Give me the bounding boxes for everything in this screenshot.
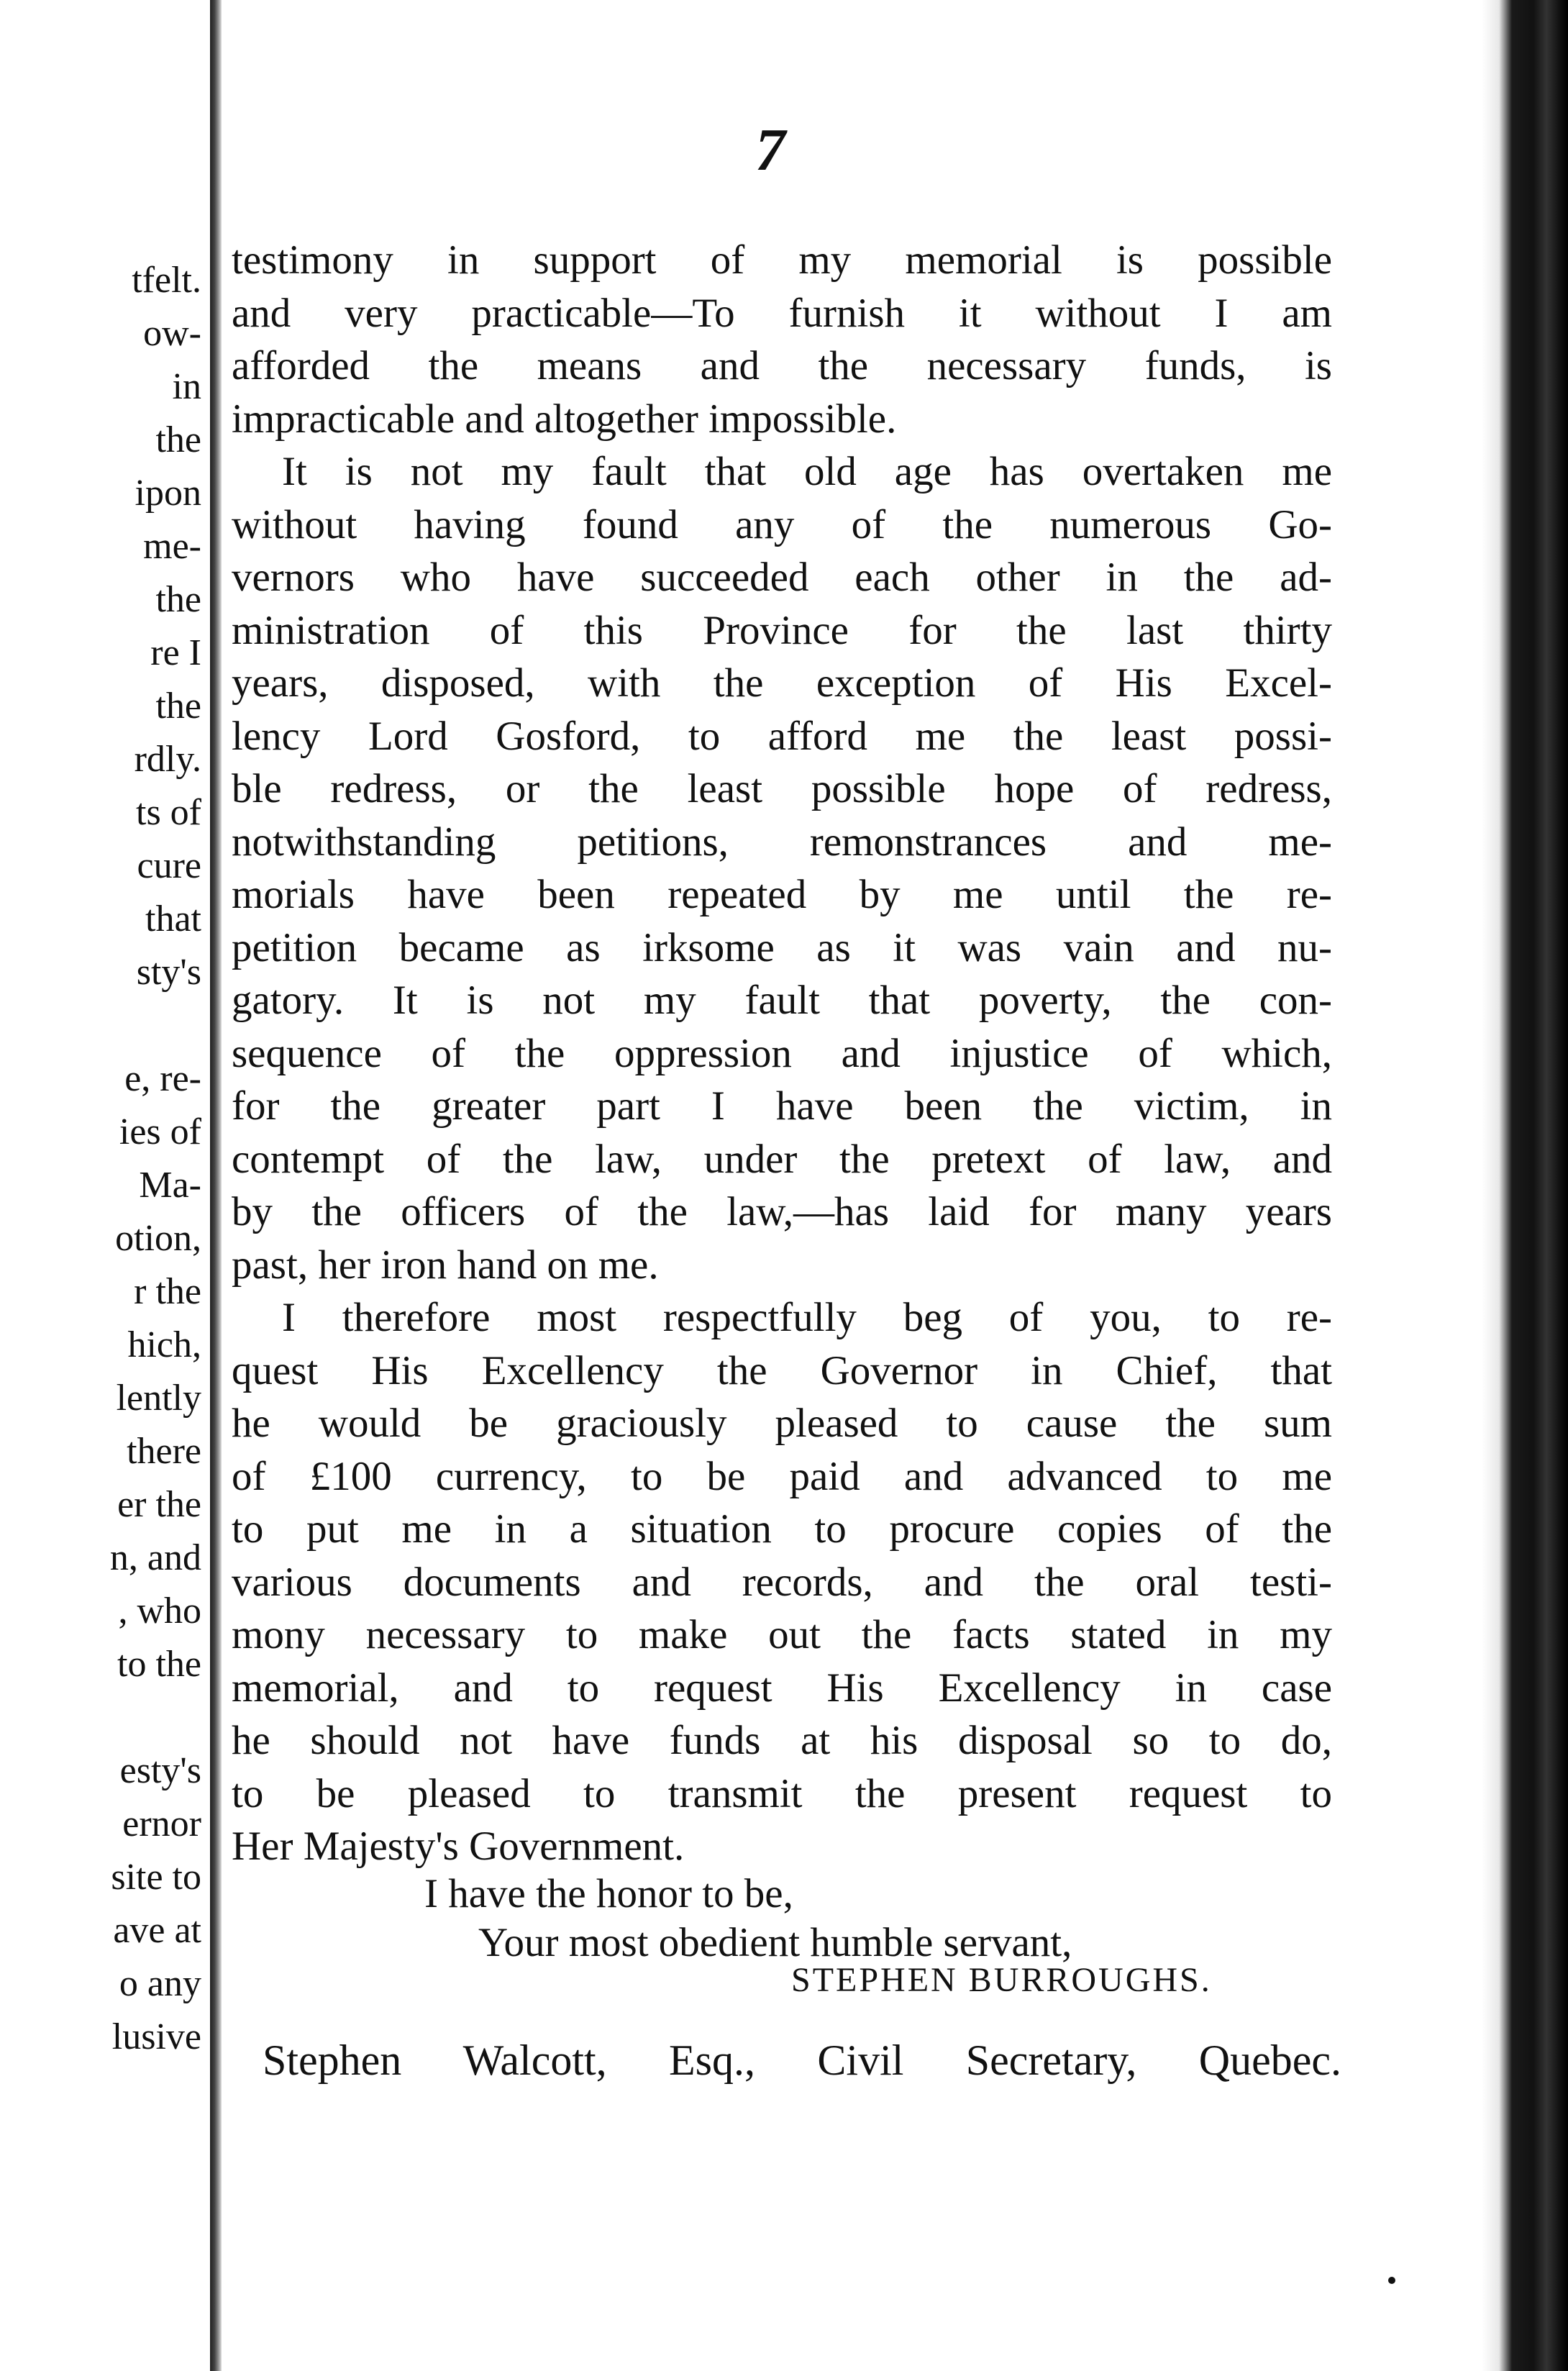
text-line: testimony in support of my memorial is possible [232,237,1332,283]
text-line: and very practicable—To furnish it without I am [232,290,1332,336]
signature: STEPHEN BURROUGHS. [791,1961,1212,1999]
left-fragment: ave at [113,1910,201,1951]
left-fragment: lently [116,1378,201,1419]
text-line: he should not have funds at his disposal so to do, [232,1718,1332,1763]
page-number: 7 [755,117,785,183]
left-fragment: to the [117,1644,201,1685]
left-fragment: esty's [119,1750,201,1791]
letter-body [232,234,1332,1873]
left-fragment: rdly. [134,739,201,780]
left-fragment: ies of [119,1111,201,1152]
text-line: vernors who have succeeded each other in the ad- [232,555,1332,600]
text-line: gatory. It is not my fault that poverty, the con- [232,978,1332,1023]
text-line: of £100 currency, to be paid and advanced to me [232,1453,1332,1499]
left-fragment: in [172,366,201,407]
left-fragment: r the [134,1271,201,1312]
ink-speck [1388,2277,1395,2284]
left-fragment: e, re- [124,1058,201,1099]
text-line: afforded the means and the necessary funds, is [232,343,1332,388]
left-fragment: tfelt. [132,260,201,301]
left-fragment: me- [143,526,201,567]
left-fragment: re I [150,632,201,673]
text-line: to put me in a situation to procure copies of the [232,1506,1332,1552]
page-right-edge [1482,0,1568,2371]
text-line: sequence of the oppression and injustice of which, [232,1030,1332,1076]
left-fragment: the [155,686,201,727]
text-line: ble redress, or the least possible hope of redress, [232,766,1332,811]
left-fragment: sty's [136,952,201,993]
text-line: by the officers of the law,—has laid for many years [232,1189,1332,1234]
text-line: memorial, and to request His Excellency in case [232,1665,1332,1711]
left-fragment: er the [117,1484,201,1525]
left-fragment: ts of [136,792,201,833]
left-fragment: Ma- [139,1165,201,1206]
left-fragment: site to [111,1857,201,1898]
text-line: I therefore most respectfully beg of you, to re- [282,1295,1332,1340]
left-page-sliver [0,0,216,2371]
left-fragment: ernor [122,1803,201,1844]
text-line: impracticable and altogether impossible. [232,396,897,442]
closing-servant-line: Your most obedient humble servant, [478,1920,1072,1965]
text-line: lency Lord Gosford, to afford me the least possi- [232,713,1332,759]
text-line: morials have been repeated by me until the re- [232,872,1332,917]
text-line: to be pleased to transmit the present request to [232,1770,1332,1816]
text-line: ministration of this Province for the last thirty [232,607,1332,653]
left-fragment: the [155,579,201,620]
text-line: past, her iron hand on me. [232,1242,659,1288]
text-line: contempt of the law, under the pretext of law, and [232,1136,1332,1182]
left-fragment: lusive [111,2016,201,2057]
text-line: he would be graciously pleased to cause the sum [232,1401,1332,1446]
text-line: petition became as irksome as it was vain and nu- [232,924,1332,970]
left-fragment: ipon [135,473,201,514]
text-line: It is not my fault that old age has overtaken me [282,449,1332,494]
text-line: for the greater part I have been the victim, in [232,1083,1332,1129]
text-line: quest His Excellency the Governor in Chief, that [232,1347,1332,1393]
text-line: mony necessary to make out the facts stated in my [232,1612,1332,1657]
left-fragment: n, and [109,1537,201,1578]
left-fragment: otion, [115,1218,201,1259]
text-line: Her Majesty's Government. [232,1824,685,1869]
text-line: without having found any of the numerous Go- [232,501,1332,547]
left-fragment: there [127,1431,201,1472]
left-fragment: that [145,898,201,939]
closing-honor-line: I have the honor to be, [424,1871,793,1916]
text-line: years, disposed, with the exception of His Excel- [232,660,1332,706]
book-gutter [210,0,222,2371]
recipient-address: Stephen Walcott, Esq., Civil Secretary, Quebec. [263,2036,1341,2084]
text-line: notwithstanding petitions, remonstrances and me- [232,819,1332,865]
left-fragment: , who [118,1590,201,1632]
left-fragment: ow- [143,313,201,354]
left-fragment: o any [119,1963,201,2004]
left-fragment: the [155,419,201,460]
text-line: various documents and records, and the oral testi- [232,1559,1332,1605]
left-fragment: cure [137,845,201,886]
left-fragment: hich, [127,1324,201,1365]
